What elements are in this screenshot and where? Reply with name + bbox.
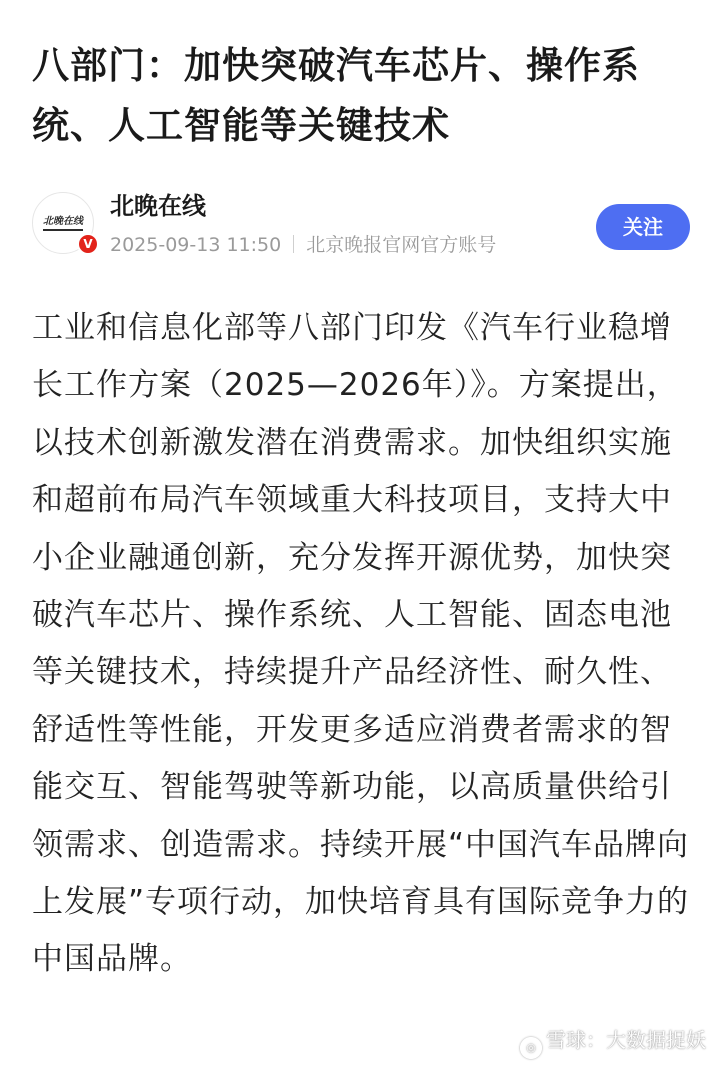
author-name[interactable]: 北晚在线 [110,192,206,220]
article-body: 工业和信息化部等八部门印发《汽车行业稳增长工作方案（2025—2026年）》。方案提出，以技术创新激发潜在消费需求。加快组织实施和超前布局汽车领域重大科技项目，支持大中小企业融通创新，充分发挥开源优势，加快突破汽车芯片、操作系统、人工智能、固态电池等关键技术，持续提升产品经济性、耐久性、舒适性等性能，开发更多适应消费者需求的智能交互、智能驾驶等新功能，以高质量供给引领需求、创造需求。持续开展“中国汽车品牌向上发展”专项行动，加快培育具有国际竞争力的中国品牌。 [32,310,690,978]
avatar[interactable] [32,192,94,254]
verified-badge-icon: V [77,233,99,255]
meta-divider [293,235,294,253]
watermark [520,1026,706,1059]
author-description: 北京晚报官网官方账号 [306,234,497,256]
publish-timestamp: 2025-09-13 11:50 [110,234,282,256]
author-row [32,188,692,268]
article-title: 八部门：加快突破汽车芯片、操作系统、人工智能等关键技术 [32,44,640,147]
avatar-logo: 北晚在线 [43,216,83,231]
xueqiu-logo-icon: ◎ [520,1037,542,1059]
author-meta [110,232,496,258]
watermark-text: 雪球：大数据捉妖 [546,1028,706,1052]
follow-button[interactable]: 关注 [596,204,690,250]
